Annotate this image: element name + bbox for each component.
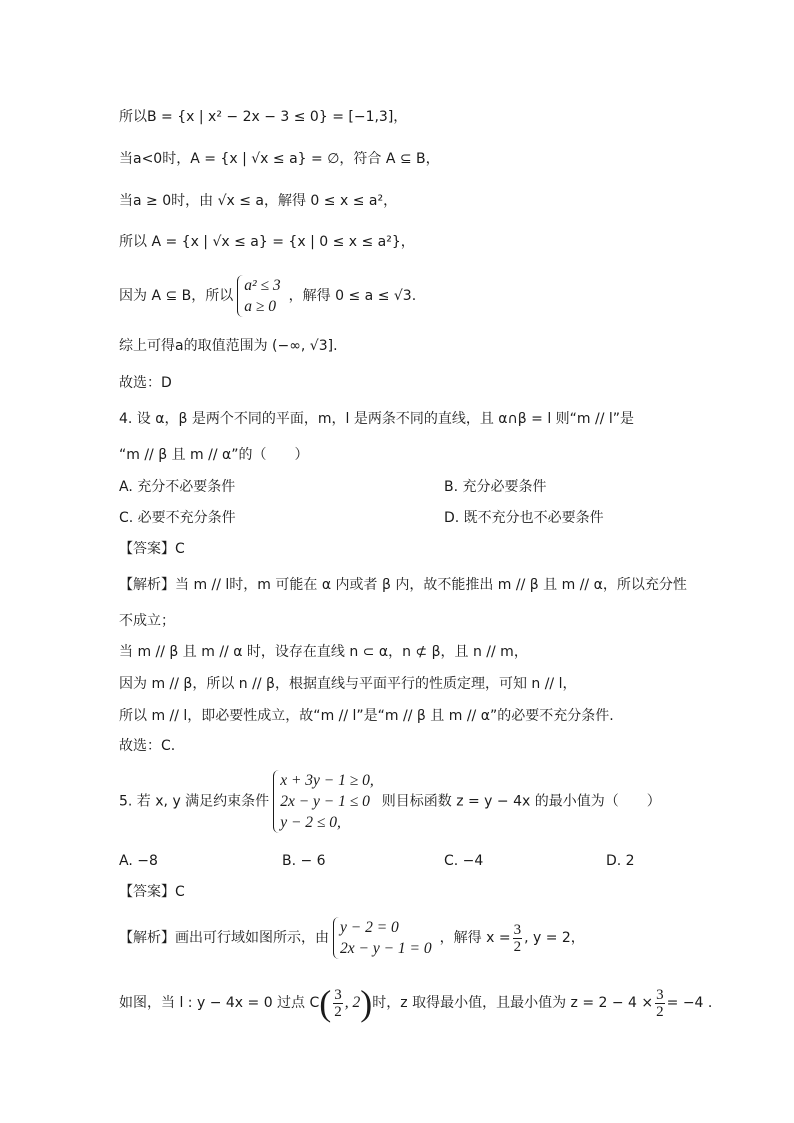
fraction-numerator: 3 <box>334 986 342 1003</box>
q5-equation-1: y − 2 = 0 <box>340 919 399 936</box>
q5-constraint-2: 2x − y − 1 ≤ 0 <box>280 793 370 810</box>
q5-min-text: 时，z 取得最小值，且最小值为 z = 2 − 4 × <box>372 995 654 1011</box>
q4-answer: 【答案】C <box>119 541 185 557</box>
solution-line-case-nonnegative: 当a ≥ 0时，由 √x ≤ a，解得 0 ≤ x ≤ a²， <box>119 193 398 209</box>
q5-option-a: A. −8 <box>119 853 158 869</box>
q5-point-c-y: , 2 <box>344 994 361 1011</box>
solution-line-case-negative: 当a<0时，A = {x | √x ≤ a} = ∅，符合 A ⊆ B， <box>119 151 440 167</box>
q4-option-a: A. 充分不必要条件 <box>119 479 236 495</box>
right-paren: ) <box>360 983 373 1023</box>
system-tail-text: ，解得 0 ≤ a ≤ √3. <box>288 288 417 304</box>
fraction-denominator: 2 <box>334 1003 342 1020</box>
q5-stem-lead: 5. 若 x, y 满足约束条件 <box>119 793 270 810</box>
q5-constraint-system <box>273 770 378 833</box>
solution-line-system <box>119 275 416 317</box>
q5-analysis-lead: 【解析】画出可行域如图所示，由 <box>119 930 329 946</box>
q5-min-fraction <box>655 987 665 1020</box>
fraction-denominator: 2 <box>656 1003 664 1020</box>
left-paren: ( <box>319 983 332 1023</box>
q4-stem-line-1: 4. 设 α，β 是两个不同的平面，m，l 是两条不同的直线，且 α∩β = l 则“m // l”是 <box>119 411 635 427</box>
q5-equation-system <box>333 917 436 959</box>
q5-constraint-3: y − 2 ≤ 0, <box>280 814 341 831</box>
q5-stem-tail: 则目标函数 z = y − 4x 的最小值为（ ） <box>381 793 661 810</box>
q4-analysis-line-1: 【解析】当 m // l时，m 可能在 α 内或者 β 内，故不能推出 m // β 且 m // α，所以充分性 <box>119 577 687 593</box>
system-lead-text: 因为 A ⊆ B，所以 <box>119 288 234 304</box>
solution-line-set-b: 所以B = {x | x² − 2x − 3 ≤ 0} = [−1,3]， <box>119 109 408 125</box>
inequality-system <box>237 275 284 317</box>
q4-stem-line-2: “m // β 且 m // α”的（ ） <box>119 447 309 463</box>
q5-option-b: B. − 6 <box>282 853 326 869</box>
q5-solve-text: ，解得 x = <box>439 930 511 946</box>
q5-line-l-text: 如图，当 l : y − 4x = 0 过点 C <box>119 995 320 1011</box>
q4-analysis-line-2: 不成立； <box>119 613 175 629</box>
system-row-1: a² ≤ 3 <box>244 277 281 294</box>
system-row-2: a ≥ 0 <box>244 298 277 315</box>
q4-analysis-line-4: 因为 m // β，所以 n // β，根据直线与平面平行的性质定理，可知 n // l， <box>119 676 577 692</box>
fraction-denominator: 2 <box>513 938 522 955</box>
q5-option-d: D. 2 <box>606 853 635 869</box>
q5-min-result: = −4 . <box>666 995 713 1011</box>
q4-option-c: C. 必要不充分条件 <box>119 510 236 526</box>
solution-choice-q3: 故选：D <box>119 375 172 391</box>
q5-point-c-fraction <box>333 987 343 1020</box>
q5-fraction-x <box>513 922 523 955</box>
q5-analysis-line-1 <box>119 917 585 959</box>
fraction-numerator: 3 <box>513 921 522 938</box>
q4-analysis-line-5: 所以 m // l，即必要性成立，故“m // l”是“m // β 且 m // α”的必要不充分条件. <box>119 708 614 724</box>
q4-analysis-line-3: 当 m // β 且 m // α 时，设存在直线 n ⊂ α，n ⊄ β，且 n // m， <box>119 644 528 660</box>
q5-option-c: C. −4 <box>444 853 484 869</box>
q5-equation-2: 2x − y − 1 = 0 <box>340 940 432 957</box>
fraction-numerator: 3 <box>656 986 664 1003</box>
q5-constraint-1: x + 3y − 1 ≥ 0, <box>280 772 374 789</box>
q4-option-d: D. 既不充分也不必要条件 <box>444 510 604 526</box>
q4-option-b: B. 充分必要条件 <box>444 479 547 495</box>
q4-choice: 故选：C. <box>119 738 176 754</box>
q5-stem <box>119 770 661 833</box>
q5-solve-tail: , y = 2， <box>524 930 585 946</box>
q5-answer: 【答案】C <box>119 884 185 900</box>
solution-line-range: 综上可得a的取值范围为 (−∞, √3]. <box>119 338 338 354</box>
solution-line-set-a: 所以 A = {x | √x ≤ a} = {x | 0 ≤ x ≤ a²}， <box>119 234 415 250</box>
q5-analysis-line-2 <box>119 985 712 1021</box>
